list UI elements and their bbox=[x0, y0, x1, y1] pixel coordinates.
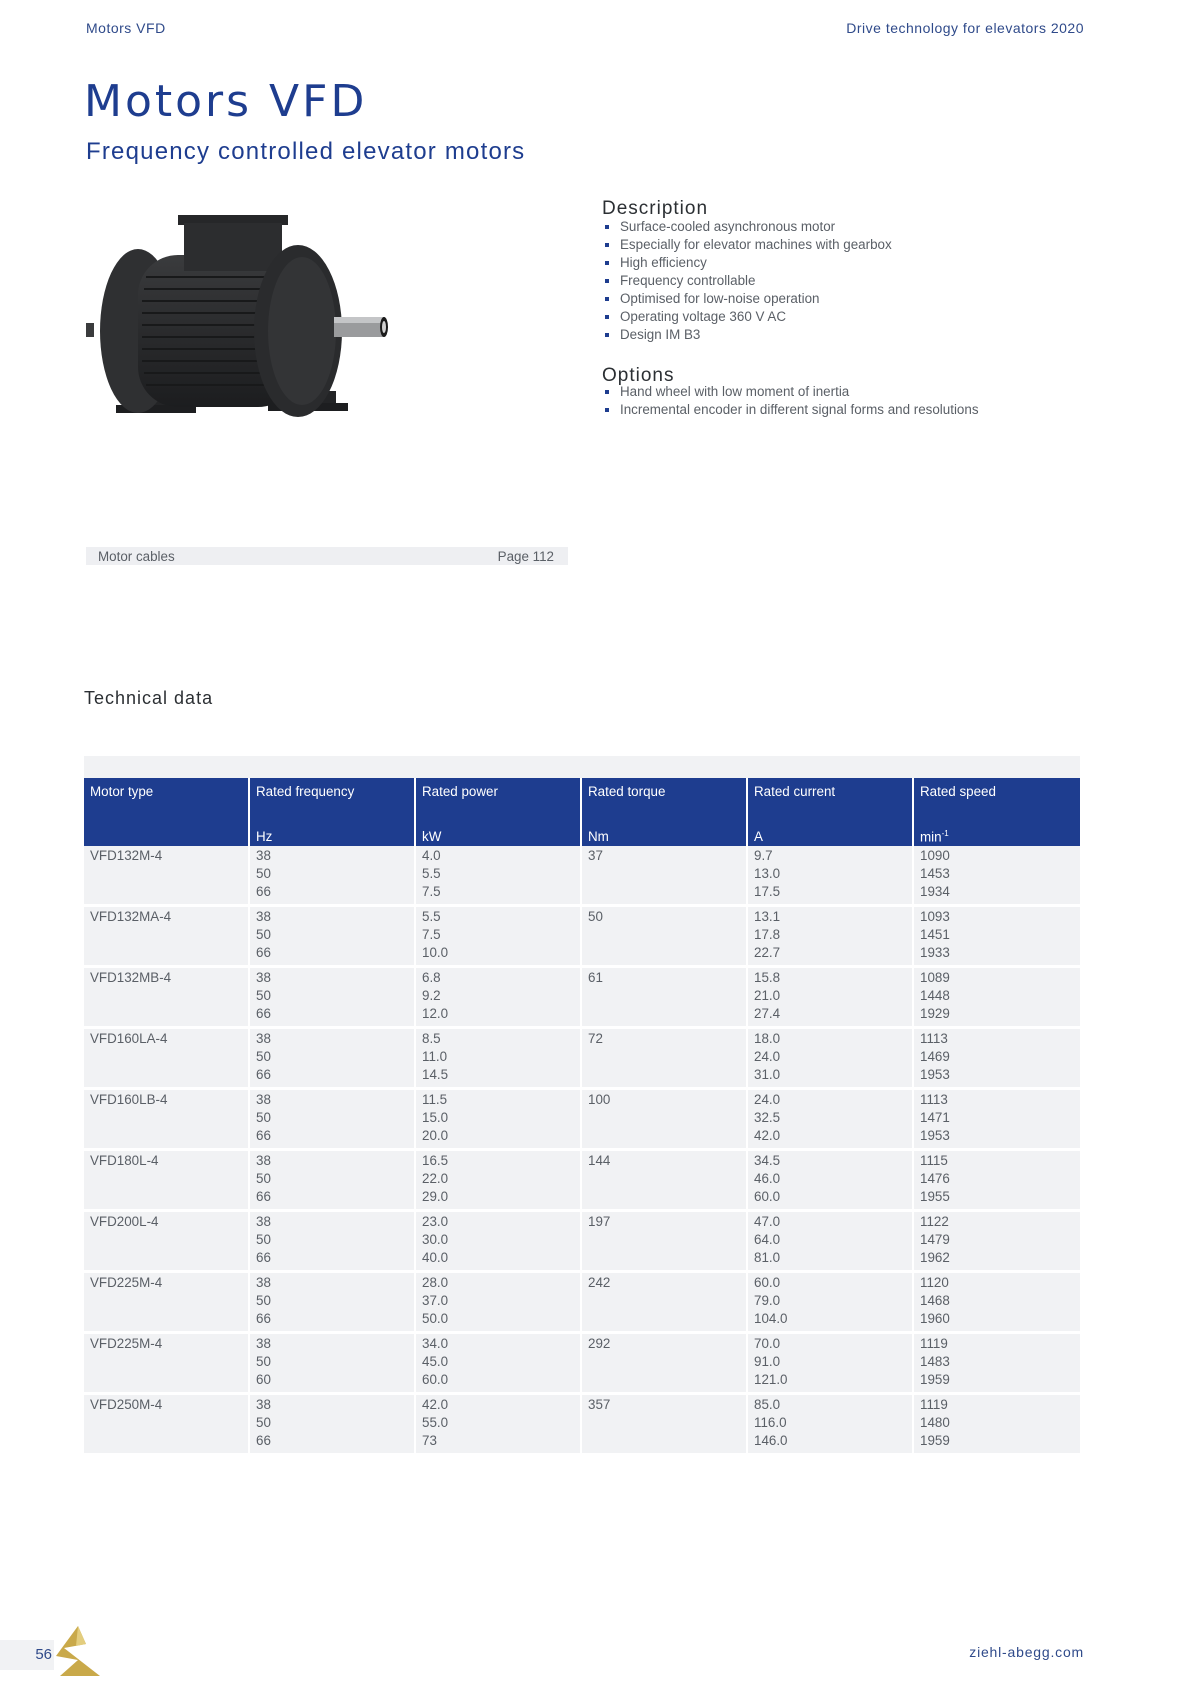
cell-motor-type bbox=[84, 1395, 250, 1456]
cell-rated-power-value: 5.5 bbox=[422, 909, 441, 924]
cell-rated-torque bbox=[582, 907, 748, 968]
cell-rated-current-value: 60.0 bbox=[754, 1189, 781, 1204]
cell-rated-frequency-value: 50 bbox=[256, 927, 271, 942]
cell-rated-power bbox=[416, 1029, 582, 1090]
list-item: Hand wheel with low moment of inertia bbox=[604, 383, 979, 401]
cell-rated-speed-value: 1955 bbox=[920, 1189, 950, 1204]
cell-rated-current-value: 81.0 bbox=[754, 1250, 781, 1265]
cell-rated-power-value: 50.0 bbox=[422, 1311, 449, 1326]
cell-rated-power-value: 12.0 bbox=[422, 1006, 449, 1021]
cell-motor-type-value: VFD225M-4 bbox=[90, 1275, 163, 1290]
cell-rated-speed-value: 1113 bbox=[920, 1031, 948, 1046]
table-row bbox=[84, 846, 1080, 907]
cell-rated-speed-value: 1471 bbox=[920, 1110, 950, 1125]
table-row bbox=[84, 1273, 1080, 1334]
cell-rated-current-value: 46.0 bbox=[754, 1171, 781, 1186]
cell-rated-frequency-value: 38 bbox=[256, 1336, 271, 1351]
table-row bbox=[84, 1090, 1080, 1151]
cell-rated-speed bbox=[914, 1029, 1080, 1090]
list-item: High efficiency bbox=[604, 254, 892, 272]
cell-motor-type bbox=[84, 907, 250, 968]
cell-rated-torque-value: 357 bbox=[588, 1397, 611, 1412]
cell-rated-frequency-value: 66 bbox=[256, 1433, 271, 1448]
cell-rated-current-value: 42.0 bbox=[754, 1128, 781, 1143]
cell-rated-power-value: 34.0 bbox=[422, 1336, 449, 1351]
cell-rated-torque-value: 37 bbox=[588, 848, 603, 863]
cell-motor-type-value: VFD180L-4 bbox=[90, 1153, 159, 1168]
cell-rated-speed-value: 1953 bbox=[920, 1128, 950, 1143]
cell-rated-current bbox=[748, 1090, 914, 1151]
cell-motor-type bbox=[84, 1090, 250, 1151]
cell-rated-power-value: 60.0 bbox=[422, 1372, 449, 1387]
cell-rated-power-value: 28.0 bbox=[422, 1275, 449, 1290]
description-list bbox=[604, 218, 892, 344]
cell-rated-speed-value: 1483 bbox=[920, 1354, 950, 1369]
cell-rated-frequency bbox=[250, 1212, 416, 1273]
cell-rated-current-value: 91.0 bbox=[754, 1354, 781, 1369]
cell-rated-current bbox=[748, 1334, 914, 1395]
cell-motor-type bbox=[84, 846, 250, 907]
cell-rated-current-value: 13.0 bbox=[754, 866, 781, 881]
cell-rated-speed-value: 1959 bbox=[920, 1372, 950, 1387]
cell-rated-power-value: 30.0 bbox=[422, 1232, 449, 1247]
cell-rated-power-value: 42.0 bbox=[422, 1397, 449, 1412]
cell-rated-power-value: 15.0 bbox=[422, 1110, 449, 1125]
cell-rated-power bbox=[416, 846, 582, 907]
cell-rated-current-value: 104.0 bbox=[754, 1311, 788, 1326]
table-row bbox=[84, 1029, 1080, 1090]
cell-rated-current-value: 21.0 bbox=[754, 988, 781, 1003]
cell-rated-frequency-value: 38 bbox=[256, 848, 271, 863]
cell-rated-speed-value: 1960 bbox=[920, 1311, 950, 1326]
cell-rated-frequency-value: 38 bbox=[256, 1092, 271, 1107]
cell-rated-current-value: 15.8 bbox=[754, 970, 781, 985]
cell-rated-speed-value: 1476 bbox=[920, 1171, 950, 1186]
cell-rated-power-value: 16.5 bbox=[422, 1153, 449, 1168]
cell-rated-torque-value: 197 bbox=[588, 1214, 611, 1229]
description-heading: Description bbox=[602, 198, 709, 219]
cell-rated-power-value: 8.5 bbox=[422, 1031, 441, 1046]
table-row bbox=[84, 1212, 1080, 1273]
cell-rated-torque bbox=[582, 1029, 748, 1090]
cell-rated-frequency bbox=[250, 1334, 416, 1395]
motor-product-image bbox=[86, 215, 406, 445]
cell-rated-power bbox=[416, 1090, 582, 1151]
cell-rated-frequency-value: 50 bbox=[256, 1354, 271, 1369]
cell-rated-power bbox=[416, 1395, 582, 1456]
cell-motor-type-value: VFD160LA-4 bbox=[90, 1031, 168, 1046]
table-row bbox=[84, 1395, 1080, 1456]
cell-rated-frequency-value: 38 bbox=[256, 1153, 271, 1168]
cell-rated-power-value: 40.0 bbox=[422, 1250, 449, 1265]
cell-rated-speed-value: 1453 bbox=[920, 866, 950, 881]
cell-motor-type bbox=[84, 968, 250, 1029]
cell-rated-current-value: 18.0 bbox=[754, 1031, 781, 1046]
technical-data-body bbox=[84, 846, 1080, 1456]
cell-rated-speed-value: 1448 bbox=[920, 988, 950, 1003]
cell-rated-frequency bbox=[250, 1029, 416, 1090]
cross-reference-label: Motor cables bbox=[98, 549, 175, 564]
cell-rated-power bbox=[416, 1212, 582, 1273]
cell-rated-speed-value: 1451 bbox=[920, 927, 950, 942]
column-header-motor-type: Motor type bbox=[84, 778, 250, 846]
cell-motor-type-value: VFD132M-4 bbox=[90, 848, 163, 863]
cross-reference-motor-cables[interactable] bbox=[86, 547, 568, 565]
table-top-band bbox=[84, 756, 1080, 778]
cell-rated-speed-value: 1934 bbox=[920, 884, 950, 899]
cell-rated-current-value: 31.0 bbox=[754, 1067, 781, 1082]
cell-rated-frequency-value: 66 bbox=[256, 945, 271, 960]
cell-rated-frequency-value: 38 bbox=[256, 1031, 271, 1046]
cell-motor-type bbox=[84, 1334, 250, 1395]
cell-rated-torque bbox=[582, 1090, 748, 1151]
cell-rated-current-value: 24.0 bbox=[754, 1049, 781, 1064]
cell-rated-current-value: 27.4 bbox=[754, 1006, 781, 1021]
cell-rated-torque bbox=[582, 1273, 748, 1334]
cell-rated-frequency-value: 50 bbox=[256, 1171, 271, 1186]
cell-rated-power-value: 73 bbox=[422, 1433, 437, 1448]
column-header-rated-frequency: Rated frequency Hz bbox=[250, 778, 416, 846]
list-item: Design IM B3 bbox=[604, 326, 892, 344]
cell-rated-frequency-value: 50 bbox=[256, 1232, 271, 1247]
cell-rated-frequency-value: 50 bbox=[256, 1293, 271, 1308]
cell-rated-current-value: 60.0 bbox=[754, 1275, 781, 1290]
cell-motor-type-value: VFD160LB-4 bbox=[90, 1092, 168, 1107]
cell-rated-power-value: 9.2 bbox=[422, 988, 441, 1003]
cell-rated-torque bbox=[582, 846, 748, 907]
cell-motor-type bbox=[84, 1273, 250, 1334]
cell-rated-power-value: 11.5 bbox=[422, 1092, 448, 1107]
table-header-row bbox=[84, 778, 1080, 846]
cell-rated-frequency-value: 50 bbox=[256, 1110, 271, 1125]
cell-motor-type bbox=[84, 1029, 250, 1090]
cell-rated-frequency-value: 50 bbox=[256, 1415, 271, 1430]
cell-motor-type-value: VFD132MB-4 bbox=[90, 970, 172, 985]
page-subtitle: Frequency controlled elevator motors bbox=[86, 138, 526, 165]
cell-rated-speed-value: 1119 bbox=[920, 1336, 948, 1351]
cell-rated-current-value: 34.5 bbox=[754, 1153, 781, 1168]
cell-rated-frequency-value: 66 bbox=[256, 1250, 271, 1265]
cell-rated-power-value: 37.0 bbox=[422, 1293, 449, 1308]
cell-rated-speed bbox=[914, 1151, 1080, 1212]
cell-rated-frequency-value: 66 bbox=[256, 1006, 271, 1021]
cell-rated-torque-value: 144 bbox=[588, 1153, 611, 1168]
cell-rated-power bbox=[416, 968, 582, 1029]
cell-rated-current-value: 9.7 bbox=[754, 848, 773, 863]
cell-rated-frequency bbox=[250, 846, 416, 907]
cell-rated-current bbox=[748, 1029, 914, 1090]
list-item: Especially for elevator machines with gearbox bbox=[604, 236, 892, 254]
cell-rated-speed bbox=[914, 1395, 1080, 1456]
table-row bbox=[84, 1334, 1080, 1395]
cell-rated-power-value: 14.5 bbox=[422, 1067, 449, 1082]
options-heading: Options bbox=[602, 365, 675, 386]
page-number: 56 bbox=[0, 1640, 54, 1670]
cell-rated-frequency bbox=[250, 1090, 416, 1151]
cell-motor-type bbox=[84, 1212, 250, 1273]
cell-rated-speed bbox=[914, 846, 1080, 907]
cell-rated-speed bbox=[914, 907, 1080, 968]
running-header-catalog: Drive technology for elevators 2020 bbox=[846, 20, 1084, 36]
list-item: Frequency controllable bbox=[604, 272, 892, 290]
cell-rated-frequency-value: 50 bbox=[256, 1049, 271, 1064]
cell-rated-speed-value: 1090 bbox=[920, 848, 950, 863]
cell-rated-frequency-value: 66 bbox=[256, 884, 271, 899]
cell-rated-torque bbox=[582, 1151, 748, 1212]
ziehl-abegg-logo-icon bbox=[56, 1626, 100, 1676]
cell-rated-frequency-value: 38 bbox=[256, 1397, 271, 1412]
cell-rated-current-value: 32.5 bbox=[754, 1110, 781, 1125]
cross-reference-page: Page 112 bbox=[497, 549, 554, 564]
cell-motor-type-value: VFD132MA-4 bbox=[90, 909, 172, 924]
cell-rated-current-value: 17.5 bbox=[754, 884, 781, 899]
cell-rated-current-value: 70.0 bbox=[754, 1336, 781, 1351]
cell-rated-power bbox=[416, 907, 582, 968]
cell-rated-speed-value: 1480 bbox=[920, 1415, 950, 1430]
cell-rated-power bbox=[416, 1334, 582, 1395]
cell-rated-power-value: 22.0 bbox=[422, 1171, 449, 1186]
cell-rated-speed bbox=[914, 1212, 1080, 1273]
cell-rated-torque-value: 242 bbox=[588, 1275, 611, 1290]
cell-rated-speed-value: 1122 bbox=[920, 1214, 949, 1229]
running-header-section: Motors VFD bbox=[86, 20, 166, 36]
cell-rated-power bbox=[416, 1273, 582, 1334]
cell-rated-frequency-value: 66 bbox=[256, 1067, 271, 1082]
cell-rated-speed-value: 1962 bbox=[920, 1250, 950, 1265]
cell-rated-speed-value: 1115 bbox=[920, 1153, 948, 1168]
footer-url: ziehl-abegg.com bbox=[969, 1644, 1084, 1660]
list-item: Operating voltage 360 V AC bbox=[604, 308, 892, 326]
cell-rated-speed-value: 1929 bbox=[920, 1006, 950, 1021]
cell-rated-frequency-value: 38 bbox=[256, 970, 271, 985]
column-header-rated-torque: Rated torque Nm bbox=[582, 778, 748, 846]
cell-motor-type-value: VFD200L-4 bbox=[90, 1214, 159, 1229]
cell-rated-current-value: 47.0 bbox=[754, 1214, 781, 1229]
cell-rated-torque-value: 50 bbox=[588, 909, 603, 924]
cell-rated-power-value: 55.0 bbox=[422, 1415, 449, 1430]
cell-rated-speed-value: 1933 bbox=[920, 945, 950, 960]
cell-motor-type bbox=[84, 1151, 250, 1212]
column-header-rated-current: Rated current A bbox=[748, 778, 914, 846]
cell-rated-frequency-value: 66 bbox=[256, 1311, 271, 1326]
cell-rated-current-value: 85.0 bbox=[754, 1397, 781, 1412]
page-title: Motors VFD bbox=[84, 76, 368, 127]
cell-rated-power-value: 7.5 bbox=[422, 927, 441, 942]
cell-rated-current bbox=[748, 1212, 914, 1273]
cell-rated-torque bbox=[582, 1334, 748, 1395]
cell-rated-current bbox=[748, 1151, 914, 1212]
cell-rated-power-value: 7.5 bbox=[422, 884, 441, 899]
cell-rated-speed bbox=[914, 968, 1080, 1029]
list-item: Incremental encoder in different signal forms and resolutions bbox=[604, 401, 979, 419]
cell-rated-power-value: 10.0 bbox=[422, 945, 449, 960]
cell-rated-speed-value: 1093 bbox=[920, 909, 950, 924]
cell-rated-frequency-value: 60 bbox=[256, 1372, 271, 1387]
cell-rated-torque-value: 100 bbox=[588, 1092, 611, 1107]
cell-rated-frequency bbox=[250, 1273, 416, 1334]
cell-rated-frequency-value: 38 bbox=[256, 1275, 271, 1290]
cell-rated-frequency bbox=[250, 1151, 416, 1212]
table-row bbox=[84, 968, 1080, 1029]
cell-rated-current bbox=[748, 1395, 914, 1456]
column-header-rated-power: Rated power kW bbox=[416, 778, 582, 846]
list-item: Surface-cooled asynchronous motor bbox=[604, 218, 892, 236]
cell-rated-current-value: 146.0 bbox=[754, 1433, 788, 1448]
table-row bbox=[84, 1151, 1080, 1212]
cell-rated-speed-value: 1479 bbox=[920, 1232, 950, 1247]
cell-rated-current-value: 64.0 bbox=[754, 1232, 781, 1247]
cell-rated-torque-value: 61 bbox=[588, 970, 603, 985]
cell-rated-speed-value: 1089 bbox=[920, 970, 950, 985]
cell-rated-speed-value: 1959 bbox=[920, 1433, 950, 1448]
cell-rated-power-value: 4.0 bbox=[422, 848, 441, 863]
cell-rated-speed bbox=[914, 1334, 1080, 1395]
cell-rated-torque bbox=[582, 1212, 748, 1273]
cell-rated-torque bbox=[582, 968, 748, 1029]
cell-rated-power-value: 23.0 bbox=[422, 1214, 449, 1229]
cell-rated-speed-value: 1120 bbox=[920, 1275, 949, 1290]
cell-rated-current-value: 24.0 bbox=[754, 1092, 781, 1107]
list-item: Optimised for low-noise operation bbox=[604, 290, 892, 308]
cell-rated-power-value: 6.8 bbox=[422, 970, 441, 985]
cell-rated-current-value: 22.7 bbox=[754, 945, 781, 960]
technical-data-table bbox=[84, 778, 1080, 1456]
technical-data-heading: Technical data bbox=[84, 688, 214, 708]
table-row bbox=[84, 907, 1080, 968]
cell-rated-power-value: 20.0 bbox=[422, 1128, 449, 1143]
cell-rated-current bbox=[748, 1273, 914, 1334]
cell-rated-torque bbox=[582, 1395, 748, 1456]
cell-rated-current-value: 13.1 bbox=[754, 909, 781, 924]
cell-rated-frequency bbox=[250, 907, 416, 968]
cell-motor-type-value: VFD225M-4 bbox=[90, 1336, 163, 1351]
column-header-rated-speed: Rated speed $\min^{-1}$ bbox=[914, 778, 1080, 846]
cell-rated-speed-value: 1119 bbox=[920, 1397, 948, 1412]
cell-rated-speed bbox=[914, 1090, 1080, 1151]
cell-rated-current bbox=[748, 907, 914, 968]
cell-rated-power-value: 29.0 bbox=[422, 1189, 449, 1204]
cell-rated-speed-value: 1113 bbox=[920, 1092, 948, 1107]
cell-rated-speed bbox=[914, 1273, 1080, 1334]
options-list bbox=[604, 383, 979, 419]
cell-rated-frequency-value: 66 bbox=[256, 1189, 271, 1204]
cell-rated-speed-value: 1469 bbox=[920, 1049, 950, 1064]
cell-rated-frequency-value: 66 bbox=[256, 1128, 271, 1143]
cell-rated-power-value: 5.5 bbox=[422, 866, 441, 881]
cell-rated-speed-value: 1953 bbox=[920, 1067, 950, 1082]
cell-rated-frequency-value: 38 bbox=[256, 909, 271, 924]
cell-rated-frequency bbox=[250, 1395, 416, 1456]
cell-rated-current bbox=[748, 968, 914, 1029]
cell-rated-current-value: 79.0 bbox=[754, 1293, 781, 1308]
cell-rated-frequency-value: 38 bbox=[256, 1214, 271, 1229]
cell-rated-torque-value: 72 bbox=[588, 1031, 603, 1046]
cell-rated-current-value: 17.8 bbox=[754, 927, 781, 942]
cell-rated-current bbox=[748, 846, 914, 907]
cell-rated-power bbox=[416, 1151, 582, 1212]
cell-rated-power-value: 45.0 bbox=[422, 1354, 449, 1369]
cell-rated-power-value: 11.0 bbox=[422, 1049, 448, 1064]
cell-rated-speed-value: 1468 bbox=[920, 1293, 950, 1308]
cell-rated-torque-value: 292 bbox=[588, 1336, 611, 1351]
cell-rated-current-value: 116.0 bbox=[754, 1415, 787, 1430]
cell-rated-frequency bbox=[250, 968, 416, 1029]
cell-rated-current-value: 121.0 bbox=[754, 1372, 788, 1387]
cell-motor-type-value: VFD250M-4 bbox=[90, 1397, 163, 1412]
cell-rated-frequency-value: 50 bbox=[256, 866, 271, 881]
cell-rated-frequency-value: 50 bbox=[256, 988, 271, 1003]
